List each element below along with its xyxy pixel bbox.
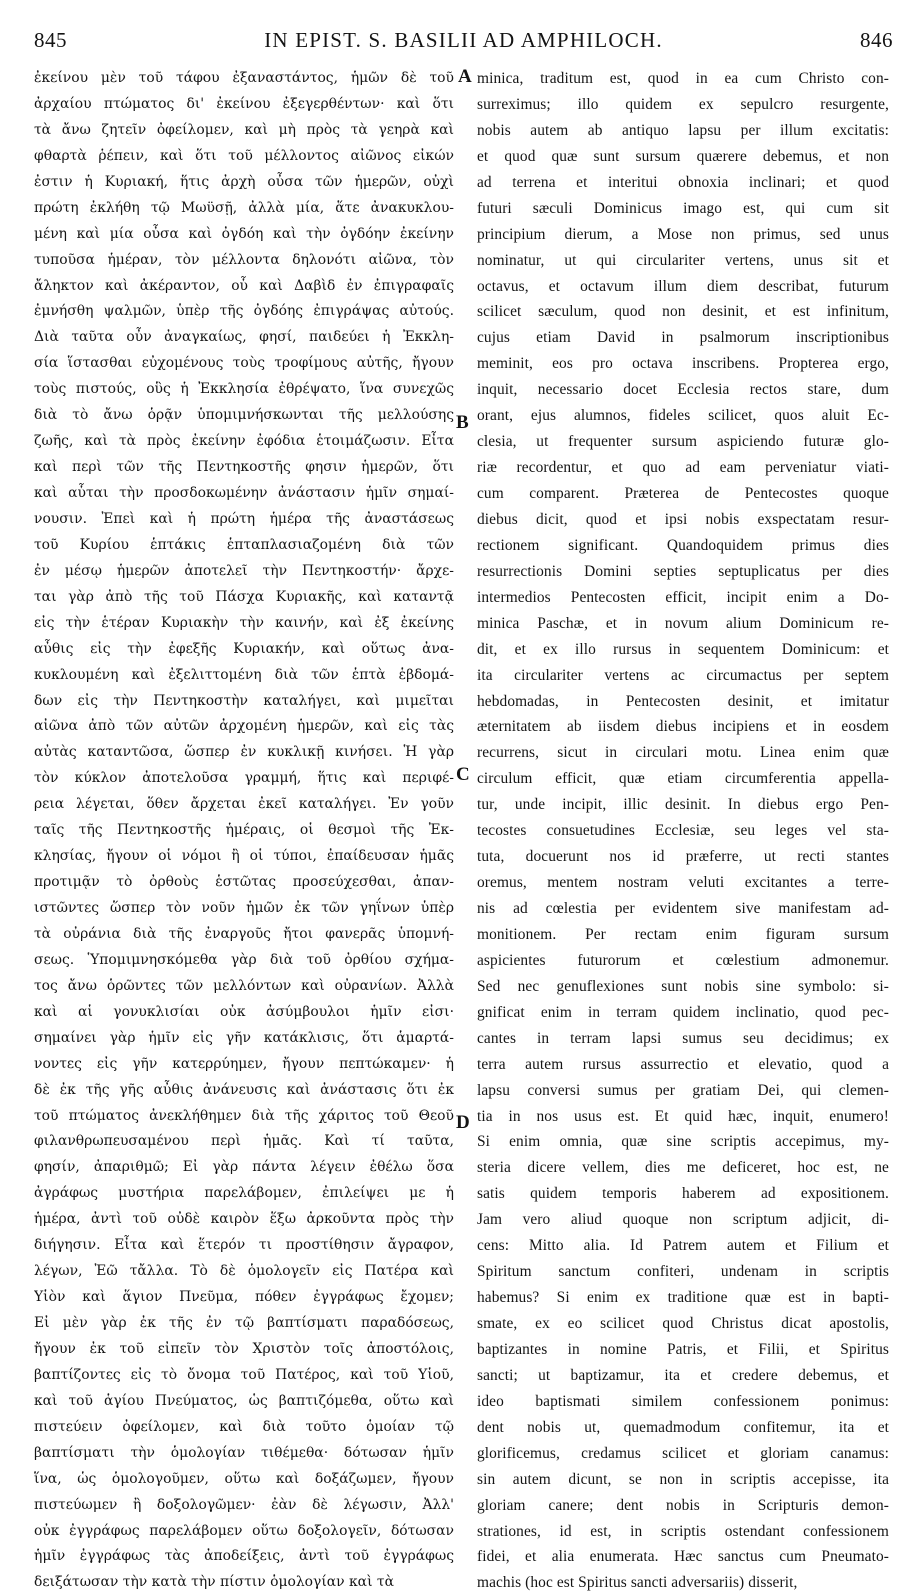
greek-text-line: ἐν μέσῳ ἡμερῶν ἀποτελεῖ τὴν Πεντηκοστήν· ἄρχε- [34,562,454,579]
greek-text-line: πιστεύειν ὀφείλομεν, καὶ διὰ τοῦτο ὁμοίαν τῷ [34,1418,454,1435]
latin-text-line: futuri sæculi Dominicus imago est, qui cum sit [477,199,889,217]
greek-text-line: φιλανθρωπευσαμένου περὶ ἡμᾶς. Καὶ τί ταῦτα, [34,1133,454,1150]
greek-text-line: τοῦ Κυρίου ἑπτάκις ἑπταπλασιαζομένη διὰ τῶν [34,536,454,553]
latin-text-line: diebus dicit, quod et ipsi nobis exspectatam resur- [477,510,889,528]
greek-text-line: διήγησιν. Εἶτα καὶ ἕτερόν τι προστίθησιν ἄγραφον, [34,1237,454,1254]
greek-text-line: τυποῦσα ἡμέραν, τὸν μέλλοντα δηλονότι αἰῶνα, τὸν [34,251,454,268]
latin-text-line: smate, ex eo scilicet quod Christus dicat apostolis, [477,1315,889,1332]
greek-text-line: τος ἄνω ὁρῶντες τῶν μελλόντων καὶ οὐρανίων. Ἀλλὰ [34,977,454,994]
greek-text-line: ἐκείνου μὲν τοῦ τάφου ἐξαναστάντος, ἡμῶν δὲ τοῦ [34,70,454,86]
running-header [34,28,893,58]
latin-text-line: Sed nec genuflexiones sunt nobis sine symbolo: si- [477,977,889,995]
greek-text-line: σεως. Ὑπομιμνησκόμεθα γὰρ διὰ τοῦ ὀρθίου σχήμα- [34,951,454,968]
latin-text-line: oremus, mentem nostram veluti excitantes a terre- [477,874,889,892]
greek-text-line: ταῖς τῆς Πεντηκοστῆς ἡμέραις, οἱ θεσμοὶ τῆς Ἐκ- [34,822,454,839]
greek-text-line: φθαρτὰ ῥέπειν, καὶ ὅτι τοῦ μέλλοντος αἰῶνος εἰκών [34,147,454,164]
latin-text-line: dent nobis ut, quemadmodum confitemur, ita et [477,1418,889,1436]
latin-text-line: gnificat enim in terram quidem inclinatio, quod pec- [477,1003,889,1021]
greek-text-line: ἀγράφως μυστήρια παρελάβομεν, ἐπιλείψει με ἡ [34,1185,454,1202]
greek-text-line: Εἰ μὲν γὰρ ἐκ τῆς ἐν τῷ βαπτίσματι παραδόσεως, [34,1315,454,1331]
latin-text-line: et quod quæ sunt sursum quærere debemus, et non [477,147,889,165]
greek-text-line: δειξάτωσαν τὴν κατὰ τὴν πίστιν ὁμολογίαν καὶ τὰ [34,1574,394,1591]
greek-text-line: τοῦ πτώματος ἀνεκλήθημεν διὰ τῆς χάριτος τοῦ Θεοῦ [34,1107,454,1124]
greek-text-line: ται γὰρ ἀπὸ τῆς τοῦ Πάσχα Κυριακῆς, καὶ καταντᾷ [34,588,454,605]
latin-text-line: minica, traditum est, quod in ea cum Christo con- [477,70,889,87]
section-marker-b: B [456,412,469,433]
page-number-left: 845 [34,28,67,52]
latin-text-line: hebdomadas, in Pentecosten desinit, et imitatur [477,692,889,710]
latin-text-line: glorificemus, credamus scilicet et gloriam canamus: [477,1444,889,1462]
latin-text-line: rectionem significant. Quandoquidem primus dies [477,536,889,554]
greek-text-line: αὖθις εἰς τὴν ἐφεξῆς Κυριακήν, καὶ οὕτως ἀνα- [34,640,454,657]
latin-text-line: recurrens, sicut in circulari motu. Linea enim quæ [477,744,889,762]
latin-text-line: ad terrena et interitui obnoxia inclinari; et quod [477,173,889,191]
latin-text-line: Jam vero aliud quoque non scriptum adjicit, di- [477,1211,889,1229]
section-marker-d: D [456,1112,470,1133]
greek-text-line: οὐκ ἐγγράφως παρελάβομεν οὕτω δοξολογεῖν, δότωσαν [34,1522,454,1539]
latin-text-line: clesia, ut frequenter sursum aspiciendo futuræ glo- [477,433,889,451]
latin-text-column [477,66,889,1596]
greek-text-line: καὶ αὗται τὴν προσδοκωμένην ἀνάστασιν ἡμῖν σημαί- [34,485,454,501]
latin-text-line: dit, et ex illo rursus in sequentem Dominicum: et [477,640,889,658]
running-title: IN EPIST. S. BASILII AD AMPHILOCH. [264,28,663,52]
latin-text-line: orant, ejus alumnos, fideles scilicet, quos aluit Ec- [477,407,889,425]
greek-text-line: καὶ αἱ γονυκλισίαι οὐκ ἀσύμβουλοι ἡμῖν εἰσι· [34,1003,454,1020]
latin-text-line: nis ad cœlestia per evidentem sive manifestam ad- [477,900,889,917]
greek-text-line: δων εἰς τὴν Πεντηκοστὴν καταλήγει, καὶ μιμεῖται [34,692,454,709]
greek-text-line: σία ἵστασθαι εὐχομένους τοὺς τροφίμους αὐτῆς, ἤγουν [34,355,454,372]
greek-text-line: πιστεύωμεν ἢ δοξολογῶμεν· ἐὰν δὲ λέγωσιν, Ἀλλ' [34,1496,454,1513]
greek-text-line: ἡμῖν ἐγγράφως τὰς ἀποδείξεις, ἀντὶ τοῦ ἐγγράφως [34,1548,454,1565]
latin-text-line: æternitatem ab iisdem diebus incipiens et in eosdem [477,718,889,736]
greek-text-line: δὲ ἐκ τῆς γῆς αὖθις ἀνάνευσις καὶ ἀνάστασις ὅτι ἐκ [34,1081,454,1098]
greek-text-line: ἄληκτον καὶ ἀκέραντον, οὗ καὶ Δαβὶδ ἐν ἐπιγραφαῖς [34,277,454,294]
latin-text-line: nobis autem ab antiquo lapsu per illum excitatis: [477,121,889,139]
latin-text-line: Spiritum sanctum confiteri, undenam in scriptis [477,1263,889,1281]
latin-text-line: sancti; ut baptizamur, ita et credere debemus, et [477,1366,889,1384]
latin-text-line: meminit, eos pro octava inscribens. Propterea ergo, [477,355,889,373]
greek-text-line: ἀρχαίου πτώματος δι' ἐκείνου ἐξεγερθέντων· καὶ ὅτι [34,95,454,112]
latin-text-line: machis (hoc est Spiritus sancti adversariis) disserit, [477,1574,798,1592]
latin-text-line: Si enim omnia, quæ sine scriptis accepimus, my- [477,1133,889,1151]
latin-text-line: steria dicere vellem, dies me deficeret, hoc est, ne [477,1159,889,1177]
greek-text-line: βαπτίσματι τὴν ὁμολογίαν τιθέμεθα· δότωσαν ἡμῖν [34,1444,454,1461]
latin-text-line: circulum efficit, quæ etiam circumferentia appella- [477,770,889,788]
latin-text-line: resurrectionis Domini septies septuplicatus per dies [477,562,889,580]
greek-text-line: ἐμνήσθη ψαλμῶν, ὑπὲρ τῆς ὀγδόης ἐπιγράψας αὐτούς. [34,303,454,320]
latin-text-line: scilicet sæculum, quod non desinit, et est infinitum, [477,303,889,321]
greek-text-line: αὐτὰς καταντῶσα, ὥσπερ ἐν κυκλικῇ κινήσει. Ἡ γὰρ [34,744,454,761]
greek-text-line: ἵνα, ὡς ὁμολογοῦμεν, οὕτω καὶ δοξάζωμεν, ἤγουν [34,1470,454,1487]
greek-text-line: ἤγουν ἐκ τοῦ εἰπεῖν τὸν Χριστὸν τοῖς ἀποστόλοις, [34,1340,454,1357]
greek-text-line: μένη καὶ μία οὖσα καὶ ὀγδόη καὶ τὴν ὀγδόην ἐκείνην [34,225,454,242]
latin-text-line: ideo baptismati similem confessionem ponimus: [477,1392,889,1410]
page-number-right: 846 [859,28,893,52]
greek-text-line: ἡμέρα, ἀντὶ τοῦ οὐδὲ καιρὸν ἕξω ἀρκοῦντα πρὸς τὴν [34,1211,454,1228]
greek-text-line: νοντες εἰς γῆν κατερρύημεν, ἤγουν πεπτώκαμεν· ἡ [34,1055,454,1072]
latin-text-line: monitionem. Per rectam enim figuram sursum [477,925,889,943]
latin-text-line: cantes in terram lapsi sumus seu decidimus; ex [477,1029,889,1047]
section-marker-c: C [456,764,470,785]
greek-text-line: καὶ περὶ τῶν τῆς Πεντηκοστῆς φησιν ἡμερῶν, ὅτι [34,459,454,476]
latin-text-line: octavus, et octavum illum diem describat, futurum [477,277,889,295]
latin-text-line: intermedios Pentecosten efficit, incipit enim a Do- [477,588,889,606]
latin-text-line: cens: Mitto alia. Id Patrem autem et Filium et [477,1237,889,1255]
latin-text-line: tecostes consuetudines Ecclesiæ, seu leges vel sta- [477,822,889,840]
latin-text-line: ita circulariter vertens ac circumactus per septem [477,666,889,684]
greek-text-line: τὸν κύκλον ἀποτελοῦσα γραμμή, ἥτις καὶ περιφέ- [34,770,454,787]
latin-text-line: terra autem rursus assurrectio et elevatio, quod a [477,1055,889,1073]
greek-text-line: Διὰ ταῦτα οὖν ἀναγκαίως, φησί, παιδεύει ἡ Ἐκκλη- [34,329,454,346]
latin-text-line: cum comparent. Præterea de Pentecostes quoque [477,485,889,502]
latin-text-line: nominatur, ut qui circulariter vertens, unus sit et [477,251,889,269]
latin-text-line: habemus? Si enim ex traditione quæ est in bapti- [477,1289,889,1307]
latin-text-line: satis quidem temporis haberem ad expositionem. [477,1185,889,1203]
latin-text-line: gloriam canere; dent nobis in Scripturis demon- [477,1496,889,1514]
greek-text-line: σημαίνει γὰρ ἡμῖν εἰς γῆν κατάκλισις, ὅτι ἁμαρτά- [34,1029,454,1046]
greek-text-line: ρεια λέγεται, ὅθεν ἄρχεται ἐκεῖ καταλήγει. Ἐν γοῦν [34,796,454,813]
greek-text-line: πρώτη ἐκλήθη τῷ Μωϋσῇ, ἀλλὰ μία, ἅτε ἀνακυκλου- [34,199,454,216]
greek-text-line: αἰῶνα ἀπὸ τῶν αὐτῶν ἀρχομένη ἡμερῶν, καὶ εἰς τὰς [34,718,454,735]
latin-text-line: lapsu conversi sumus per gratiam Dei, qui clemen- [477,1081,889,1099]
latin-text-line: cujus etiam David in psalmorum inscriptionibus [477,329,889,347]
latin-text-line: inquit, necessario docet Ecclesia rectos stare, dum [477,381,889,399]
greek-text-line: νουσιν. Ἐπεὶ καὶ ἡ πρώτη ἡμέρα τῆς ἀναστάσεως [34,510,454,527]
latin-text-line: surreximus; illo quidem ex sepulcro resurgente, [477,95,889,113]
greek-text-line: προτιμᾷν τὸ ὀρθοὺς ἑστῶτας προσεύχεσθαι, ἀπαν- [34,874,454,891]
greek-text-line: λέγων, Ἐῶ τἄλλα. Τὸ δὲ ὁμολογεῖν εἰς Πατέρα καὶ [34,1263,454,1280]
greek-text-line: ιστῶντες ὥσπερ τὸν νοῦν ἡμῶν ἐκ τῶν γηΐνων ὑπὲρ [34,900,454,916]
greek-text-line: τοὺς πιστούς, οὓς ἡ Ἐκκλησία ἐθρέψατο, ἵνα συνεχῶς [34,381,454,398]
greek-text-line: Υἱὸν καὶ ἅγιον Πνεῦμα, πόθεν ἐγγράφως ἔχομεν; [34,1289,454,1306]
greek-text-line: βαπτίζοντες εἰς τὸ ὄνομα τοῦ Πατέρος, καὶ τοῦ Υἱοῦ, [34,1366,454,1383]
latin-text-line: fidei, et alia enumerata. Hæc sanctus cum Pneumato- [477,1548,889,1566]
greek-text-line: εἰς τὴν ἑτέραν Κυριακὴν τὴν καινήν, καὶ ἐξ ἐκείνης [34,614,454,631]
latin-text-line: principium dierum, a Mose non primus, sed unus [477,225,889,243]
latin-text-line: riæ recordentur, et quo ad eam perveniatur viati- [477,459,889,477]
greek-text-line: διὰ τὸ ἄνω ὁρᾷν ὑπομιμνήσκωνται τῆς μελλούσης [34,407,454,424]
greek-text-line: τὰ ἄνω ζητεῖν ὀφείλομεν, καὶ μὴ πρὸς τὰ γεηρὰ καὶ [34,121,454,138]
latin-text-line: tur, unde incipit, illic desinit. In diebus ergo Pen- [477,796,889,814]
latin-text-line: strationes, id est, in scriptis ostendant confessionem [477,1522,889,1540]
greek-text-line: κυκλουμένη καὶ ἐξελιττομένη διὰ τῶν ἑπτὰ ἑβδομά- [34,666,454,683]
section-marker-a: A [458,66,472,87]
latin-text-line: aspicientes futurorum et cœlestium admonemur. [477,951,889,969]
latin-text-line: tuta, docuerunt nos id præferre, ut recti stantes [477,848,889,866]
greek-text-line: ζωῆς, καὶ τὰ πρὸς ἐκείνην ἐφόδια ἑτοιμάζωσιν. Εἶτα [34,433,454,450]
latin-text-line: tia in nos usus est. Et quid hæc, inquit, enumero! [477,1107,889,1125]
greek-text-line: φησίν, ἀπαριθμῶ; Εἰ γὰρ πάντα λέγειν ἐθέλω ὅσα [34,1159,454,1176]
greek-text-line: τὰ οὐράνια διὰ τῆς ἐναργοῦς ἤτοι φανερᾶς ὑπομνή- [34,925,454,942]
latin-text-line: sin autem dicunt, se non in scriptis accepisse, ita [477,1470,889,1488]
greek-text-line: καὶ τοῦ ἁγίου Πνεύματος, ὡς βαπτιζόμεθα, οὕτω καὶ [34,1392,454,1409]
greek-text-line: ἐστιν ἡ Κυριακή, ἥτις ἀρχὴ οὖσα τῶν ἡμερῶν, οὐχὶ [34,173,454,190]
greek-text-column [34,66,454,1596]
latin-text-line: minica Paschæ, et in novum alium Dominicum re- [477,614,889,632]
latin-text-line: baptizantes in nomine Patris, et Filii, et Spiritus [477,1340,889,1358]
greek-text-line: κλησίας, ἤγουν οἱ νόμοι ἢ οἱ τύποι, ἐπαίδευσαν ἡμᾶς [34,848,454,865]
